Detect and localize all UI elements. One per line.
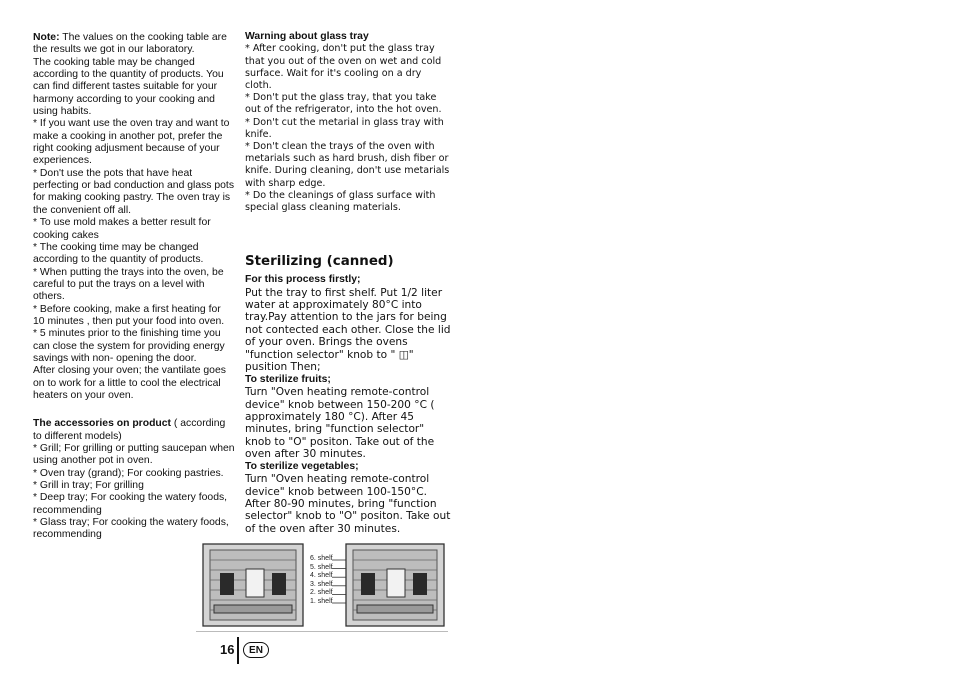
left-line: * When putting the trays into the oven, be careful to put the trays on a level with others. bbox=[33, 266, 224, 303]
warning-line: * Don't clean the trays of the oven with metarials such as hard brush, dish fiber or knife. During cleaning, don't use metarials with sharp edge. bbox=[245, 140, 450, 189]
warning-line: * Don't put the glass tray, that you take out of the refrigerator, into the hot oven. bbox=[245, 92, 442, 116]
warning-line: * Do the cleanings of glass surface with special glass cleaning materials. bbox=[245, 189, 436, 213]
warning-title: Warning about glass tray bbox=[245, 31, 369, 42]
shelf-label: 6. shelf bbox=[310, 555, 333, 562]
language-badge: EN bbox=[243, 642, 269, 658]
shelf-label: 5. shelf bbox=[310, 563, 333, 571]
shelf-labels bbox=[310, 555, 333, 607]
fruits-text: Turn "Oven heating remote-control device" knob between 150-200 °C ( approximately 180 °C). After 45 minutes, bring "function selector" knob to "O" positon. Take out of the oven after 30 minutes. bbox=[245, 386, 435, 461]
note-label: Note: bbox=[33, 32, 60, 43]
accessories-note: ( according to different models) bbox=[33, 418, 226, 442]
accessory-item: * Deep tray; For cooking the watery foods, recommending bbox=[33, 492, 228, 516]
vegetables-text: Turn "Oven heating remote-control device" knob between 100-150°C. After 80-90 minutes, bring "function selector" knob to "O" positon. Take out of the oven after 30 minutes. bbox=[245, 473, 451, 535]
oven-illustration-right bbox=[345, 543, 445, 627]
accessory-item: * Grill in tray; For grilling bbox=[33, 480, 144, 492]
shelf-label: 1. shelf bbox=[310, 597, 333, 605]
process-title: For this process firstly; bbox=[245, 274, 361, 286]
warning-line: * After cooking, don't put the glass tray that you out of the oven on wet and cold surface. Wait for it's cooling on a dry cloth. bbox=[245, 43, 442, 91]
accessory-item: * Glass tray; For cooking the watery foods, recommending bbox=[33, 517, 229, 541]
left-line: * Don't use the pots that have heat perfecting or bad conduction and glass pots for making cooking pastry. The oven tray is the convenient off all. bbox=[33, 167, 235, 216]
shelf-label: 3. shelf bbox=[310, 580, 333, 588]
accessory-item: * Oven tray (grand); For cooking pastries. bbox=[33, 467, 224, 479]
left-line: * To use mold makes a better result for cooking cakes bbox=[33, 217, 211, 241]
footer-rule bbox=[196, 631, 448, 632]
note-paragraph bbox=[33, 32, 235, 57]
left-line: * Before cooking, make a first heating for 10 minutes , then put your food into oven. bbox=[33, 303, 225, 327]
shelf-label: 4. shelf bbox=[310, 572, 333, 580]
accessories-title: The accessories on product bbox=[33, 418, 172, 430]
right-column bbox=[245, 31, 451, 535]
fruits-title: To sterilize fruits; bbox=[245, 373, 331, 385]
oven-illustration-left bbox=[202, 543, 304, 627]
left-line: * 5 minutes prior to the finishing time you can close the system for providing energy savings with non- opening the door. bbox=[33, 328, 225, 364]
left-line: * If you want use the oven tray and want to make a cooking in another pot, prefer the right cooking adjusment because of your experiences. bbox=[33, 118, 230, 167]
left-line: After closing your oven; the vantilate goes on to work for a little to cool the electrical heaters on your oven. bbox=[33, 365, 226, 401]
left-column bbox=[33, 32, 235, 542]
footer-divider bbox=[237, 637, 239, 664]
accessory-item: * Grill; For grilling or putting saucepan when using another pot in oven. bbox=[33, 443, 235, 467]
warning-line: * Don't cut the metarial in glass tray with knife. bbox=[245, 116, 444, 140]
accessories-heading bbox=[33, 418, 235, 443]
note-text: The values on the cooking table are the results we got in our laboratory. bbox=[33, 32, 227, 56]
page-number: 16 bbox=[220, 642, 235, 657]
shelf-label: 2. shelf bbox=[310, 589, 333, 597]
vegetables-title: To sterilize vegetables; bbox=[245, 460, 359, 472]
left-line: The cooking table may be changed according to the quantity of products. You can find different tastes suitable for your harmony according to your cooking and using habits. bbox=[33, 56, 224, 118]
section-title: Sterilizing (canned) bbox=[245, 254, 394, 270]
process-text: Put the tray to first shelf. Put 1/2 liter water at approximately 80°C into tray.Pay attention to the jars for being not contected each other. Close the lid of your oven. Brings the ovens "function selector" knob to " ◫" pusition Then; bbox=[245, 286, 451, 374]
left-line: * The cooking time may be changed according to the quantity of products. bbox=[33, 241, 204, 266]
